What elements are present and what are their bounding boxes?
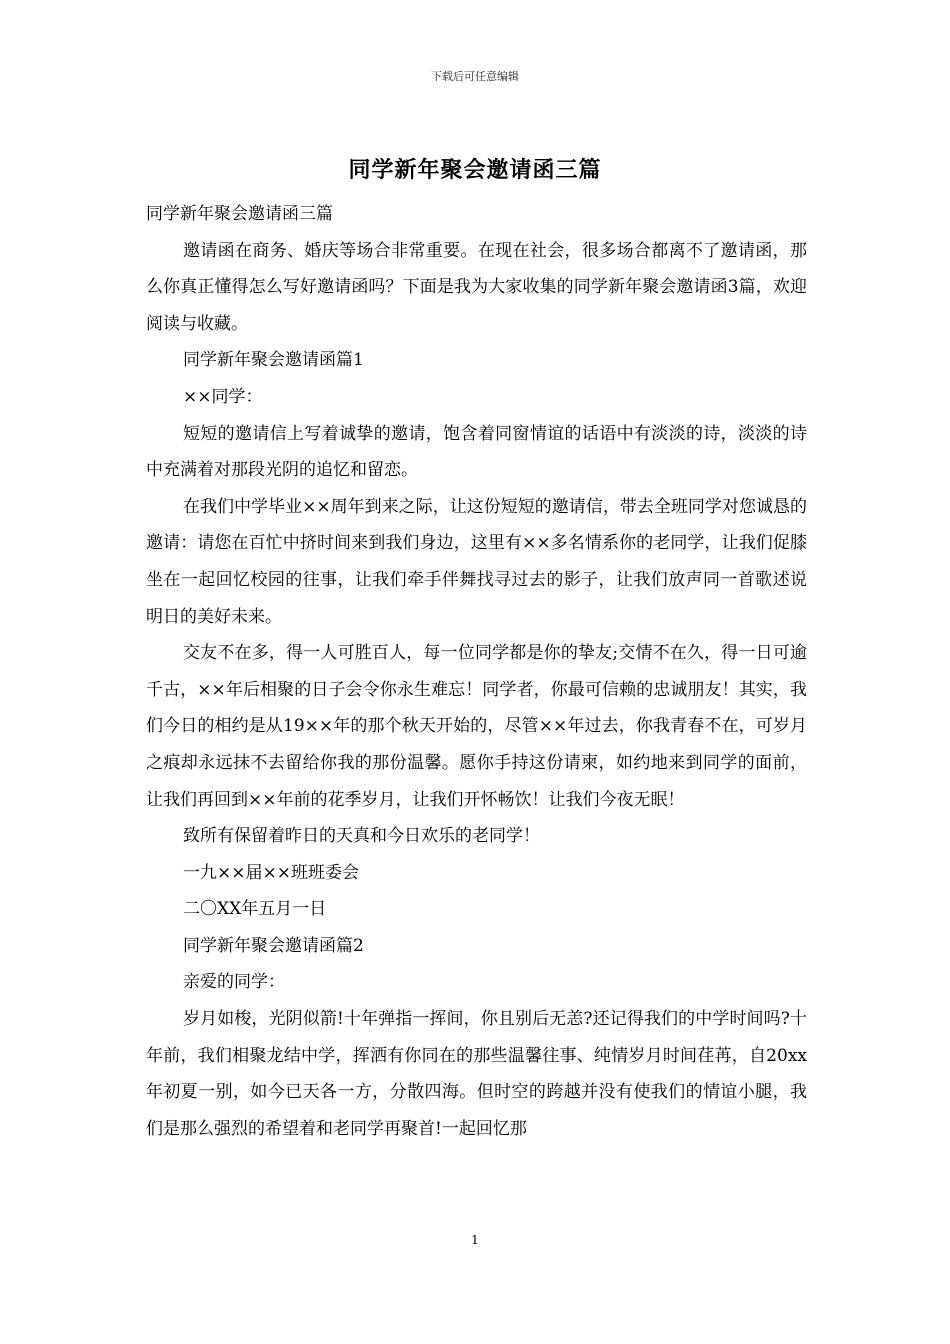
document-body [146,196,807,1147]
body-paragraph: 邀请函在商务、婚庆等场合非常重要。在现在社会，很多场合都离不了邀请函，那么你真正懂得怎么写好邀请函吗？下面是我为大家收集的同学新年聚会邀请函3篇，欢迎阅读与收藏。 [146,240,807,334]
body-paragraph: 岁月如梭，光阴似箭!十年弹指一挥间，你且别后无恙?还记得我们的中学时间吗?十年前，我们相聚龙结中学，挥洒有你同在的那些温馨往事、纯情岁月时间荏苒，自20xx年初夏一别，如今已天各一方，分散四海。但时空的跨越并没有使我们的情谊小腿，我们是那么强烈的希望着和老同学再聚首!一起回忆那 [146,1009,807,1139]
body-paragraph: 亲爱的同学： [183,972,285,993]
body-paragraph: 致所有保留着昨日的天真和今日欢乐的老同学！ [183,826,540,847]
body-paragraph: 短短的邀请信上写着诚挚的邀请，饱含着同窗情谊的话语中有淡淡的诗，淡淡的诗中充满着对那段光阴的追忆和留恋。 [146,423,807,481]
document-title: 同学新年聚会邀请函三篇 [348,157,602,183]
body-paragraph: 一九××届××班班委会 [183,862,359,883]
body-paragraph: ××同学： [183,386,263,407]
body-paragraph: 同学新年聚会邀请函篇2 [183,935,364,956]
body-paragraph: 在我们中学毕业××周年到来之际，让这份短短的邀请信，带去全班同学对您诚恳的邀请：请您在百忙中挤时间来到我们身边，这里有××多名情系你的老同学，让我们促膝坐在一起回忆校园的往事，让我们牵手伴舞找寻过去的影子，让我们放声同一首歌述说明日的美好未来。 [146,496,807,627]
body-paragraph: 同学新年聚会邀请函三篇 [146,204,333,224]
body-paragraph: 交友不在多，得一人可胜百人，每一位同学都是你的挚友;交情不在久，得一日可逾千古，××年后相聚的日子会令你永生难忘！同学者，你最可信赖的忠诚朋友！其实，我们今日的相约是从19××年的那个秋天开始的，尽管××年过去，你我青春不在，可岁月之痕却永远抹不去留给你我的那份温馨。愿你手持这份请柬，如约地来到同学的面前，让我们再回到××年前的花季岁月，让我们开怀畅饮！让我们今夜无眠！ [146,643,807,810]
page-header: 下载后可任意编辑 [431,70,519,83]
body-paragraph: 二〇XX年五月一日 [183,899,327,920]
body-paragraph: 同学新年聚会邀请函篇1 [183,350,364,371]
page-number: 1 [471,1233,479,1247]
